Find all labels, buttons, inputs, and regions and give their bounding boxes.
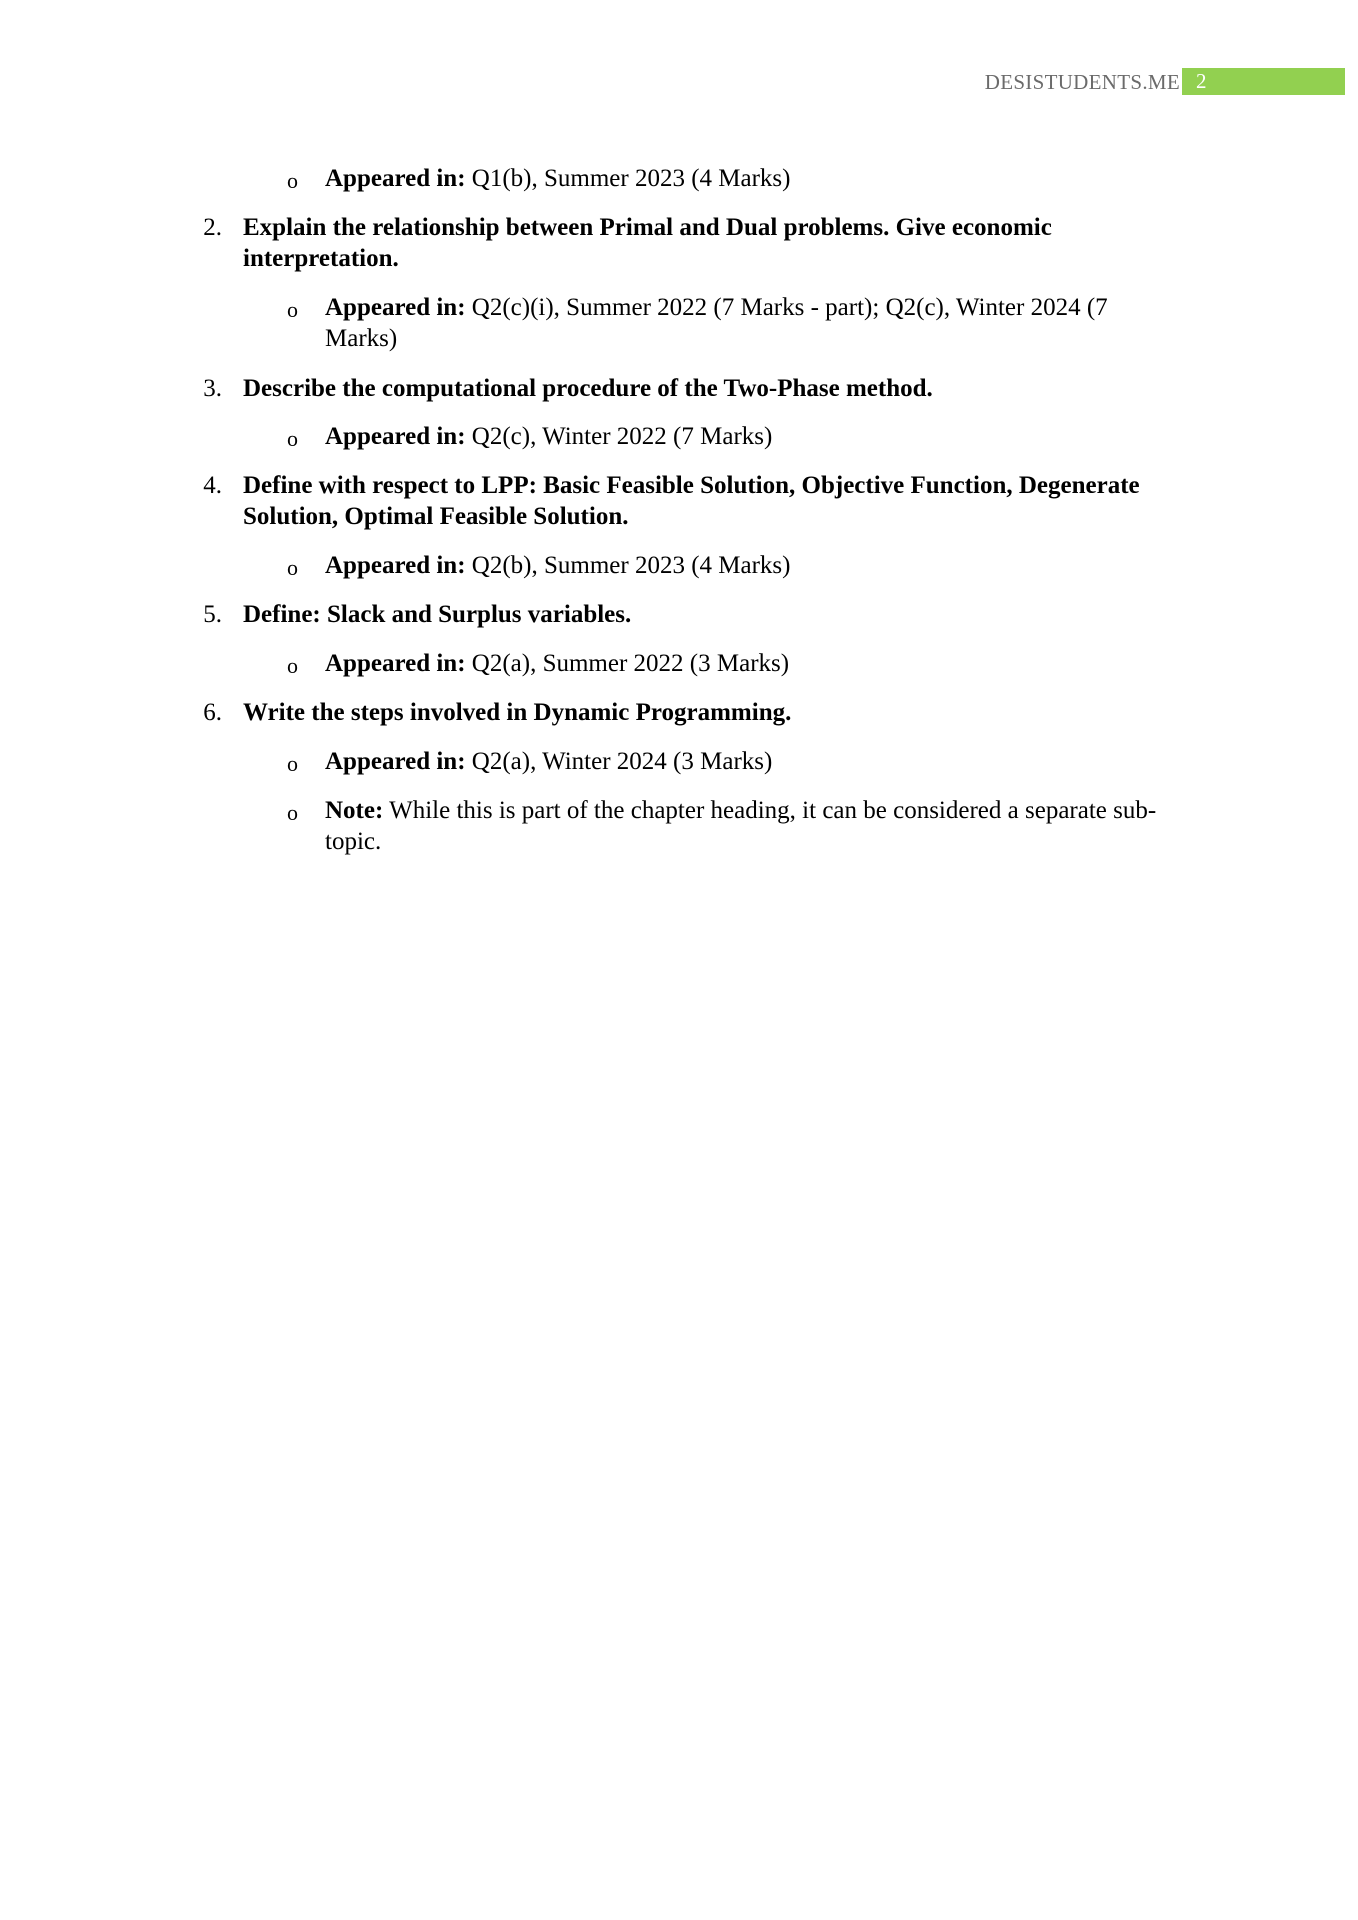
question-number: 2.	[203, 214, 222, 241]
appeared-in-line: Appeared in: Q2(a), Winter 2024 (3 Marks)	[325, 748, 773, 775]
appeared-in-line: Appeared in: Q2(b), Summer 2023 (4 Marks)	[325, 552, 791, 579]
sub-bullet: o	[287, 555, 298, 580]
appeared-in-line: Appeared in: Q1(b), Summer 2023 (4 Marks)	[325, 165, 791, 192]
appeared-in-line: Appeared in: Q2(c)(i), Summer 2022 (7 Marks - part); Q2(c), Winter 2024 (7 Marks)	[325, 294, 1108, 352]
question-text: Explain the relationship between Primal and Dual problems. Give economic interpretation.	[243, 214, 1052, 272]
question-text: Describe the computational procedure of the Two-Phase method.	[243, 375, 933, 402]
appeared-in-line: Appeared in: Q2(c), Winter 2022 (7 Marks)	[325, 423, 773, 450]
question-text: Write the steps involved in Dynamic Programming.	[243, 699, 792, 726]
question-number: 3.	[203, 375, 222, 402]
appeared-in-line: Appeared in: Q2(a), Summer 2022 (3 Marks)	[325, 650, 790, 677]
sub-bullet: o	[287, 426, 298, 451]
question-text: Define: Slack and Surplus variables.	[243, 601, 632, 628]
site-name: DESISTUDENTS.ME	[984, 70, 1180, 94]
note-line: Note: While this is part of the chapter heading, it can be considered a separate sub-topic.	[325, 797, 1157, 855]
sub-bullet: o	[287, 751, 298, 776]
page-number-box	[1182, 68, 1345, 95]
question-number: 6.	[203, 699, 222, 726]
sub-bullet: o	[287, 297, 298, 322]
page-number: 2	[1196, 69, 1207, 93]
sub-bullet: o	[287, 800, 298, 825]
question-number: 4.	[203, 472, 222, 499]
sub-bullet: o	[287, 653, 298, 678]
question-number: 5.	[203, 601, 222, 628]
sub-bullet: o	[287, 168, 298, 193]
question-text: Define with respect to LPP: Basic Feasible Solution, Objective Function, Degenerate Solution, Optimal Feasible Solution.	[243, 472, 1140, 530]
page-header	[0, 68, 1358, 96]
